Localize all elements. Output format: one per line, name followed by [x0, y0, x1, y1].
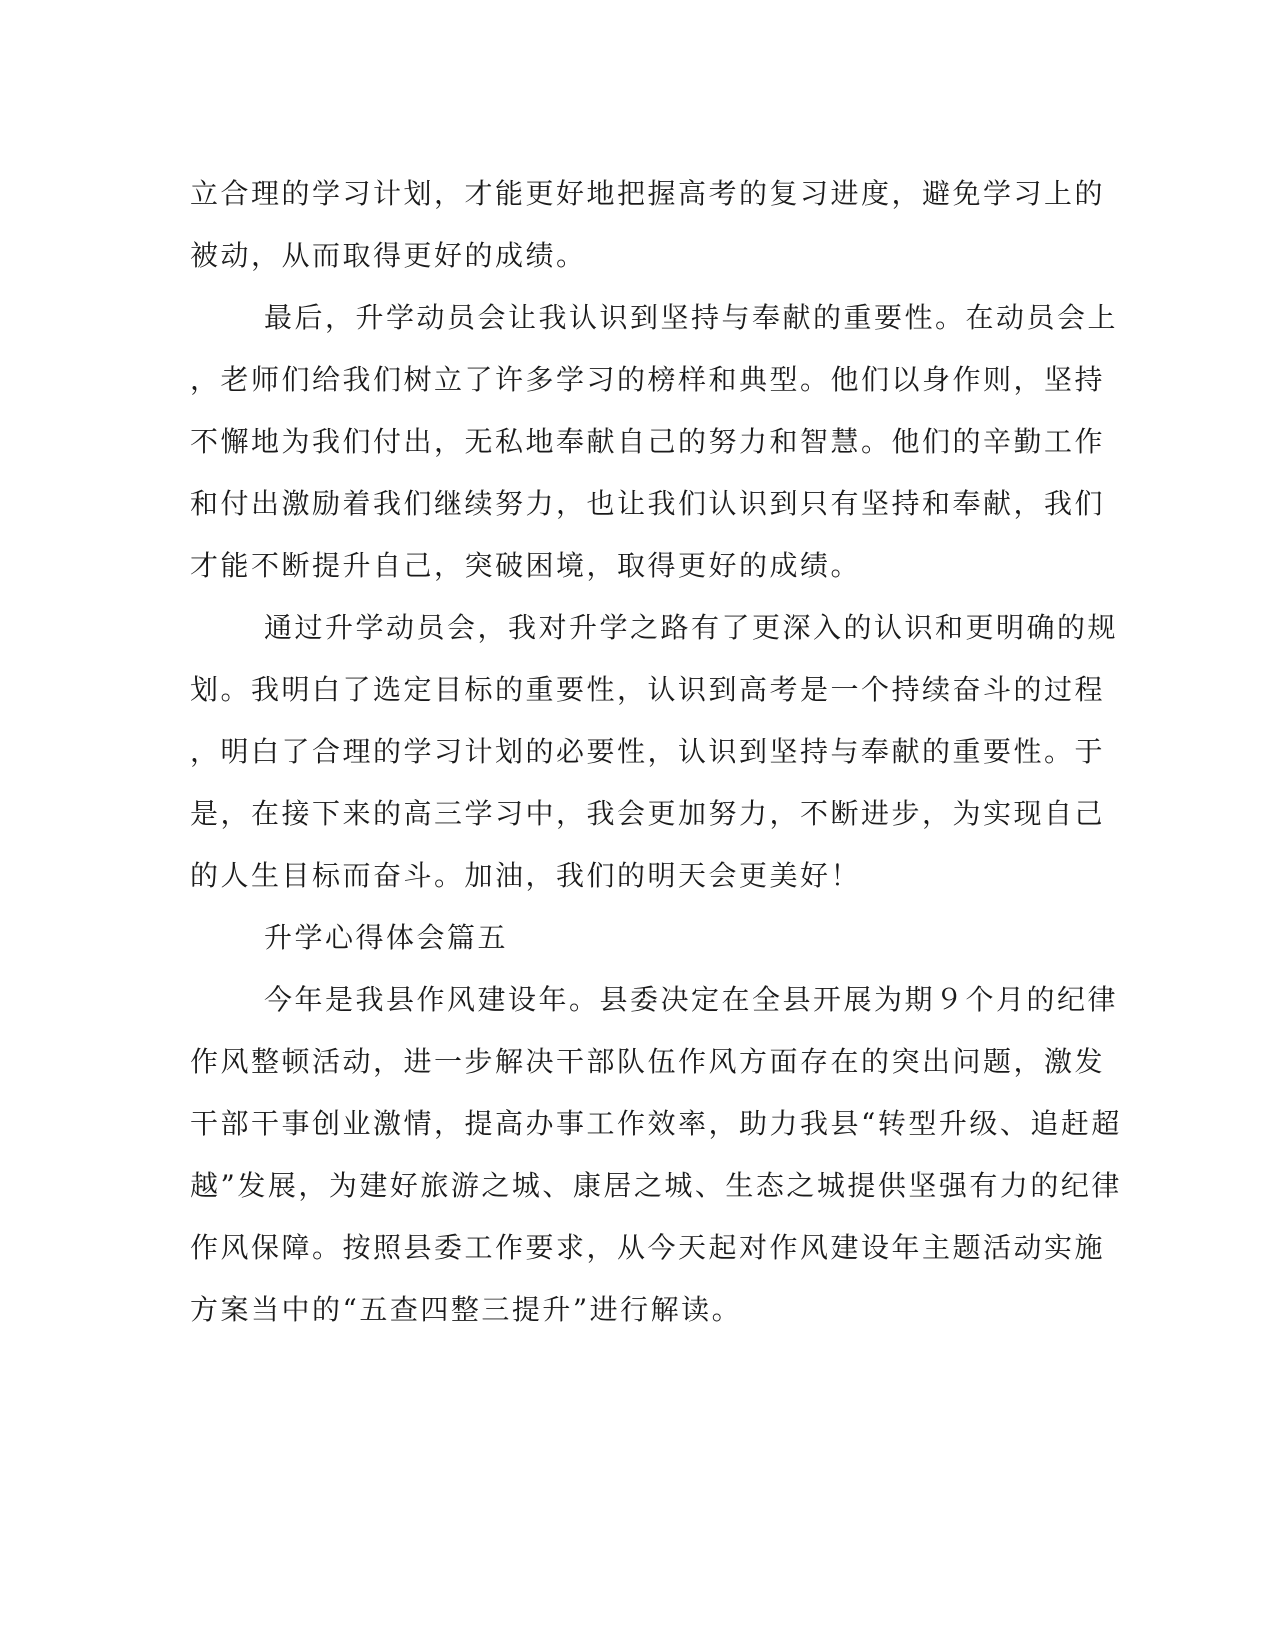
text-line: 方案当中的“五查四整三提升”进行解读。: [190, 1293, 743, 1326]
text-line: ，明白了合理的学习计划的必要性，认识到坚持与奉献的重要性。于: [190, 735, 1106, 768]
text-line: 作风保障。按照县委工作要求，从今天起对作风建设年主题活动实施: [190, 1231, 1106, 1264]
text-line: 作风整顿活动，进一步解决干部队伍作风方面存在的突出问题，激发: [190, 1045, 1106, 1078]
section-heading: [190, 907, 1090, 969]
text-line: ，老师们给我们树立了许多学习的榜样和典型。他们以身作则，坚持: [190, 363, 1106, 396]
text-line: 通过升学动员会，我对升学之路有了更深入的认识和更明确的规: [264, 611, 1119, 644]
text-line: 升学心得体会篇五: [264, 921, 509, 954]
text-line: 是，在接下来的高三学习中，我会更加努力，不断进步，为实现自己: [190, 797, 1106, 830]
text-line: 越”发展，为建好旅游之城、康居之城、生态之城提供坚强有力的纪律: [190, 1169, 1122, 1202]
text-line: 立合理的学习计划，才能更好地把握高考的复习进度，避免学习上的: [190, 177, 1106, 210]
text-line: 划。我明白了选定目标的重要性，认识到高考是一个持续奋斗的过程: [190, 673, 1106, 706]
paragraph-continuation: [190, 163, 1106, 287]
text-line: 才能不断提升自己，突破困境，取得更好的成绩。: [190, 549, 862, 582]
text-line: 干部干事创业激情，提高办事工作效率，助力我县“转型升级、追赶超: [190, 1107, 1122, 1140]
paragraph-persistence: [190, 287, 1119, 597]
text-line: 最后，升学动员会让我认识到坚持与奉献的重要性。在动员会上: [264, 301, 1119, 334]
paragraph-conclusion: [190, 597, 1119, 907]
paragraph-work-style: [190, 969, 1122, 1341]
text-line: 的人生目标而奋斗。加油，我们的明天会更美好！: [190, 859, 862, 892]
text-line: 和付出激励着我们继续努力，也让我们认识到只有坚持和奉献，我们: [190, 487, 1106, 520]
text-line: 不懈地为我们付出，无私地奉献自己的努力和智慧。他们的辛勤工作: [190, 425, 1106, 458]
document-body: [190, 163, 1122, 1341]
text-line: 今年是我县作风建设年。县委决定在全县开展为期９个月的纪律: [264, 983, 1119, 1016]
text-line: 被动，从而取得更好的成绩。: [190, 239, 587, 272]
